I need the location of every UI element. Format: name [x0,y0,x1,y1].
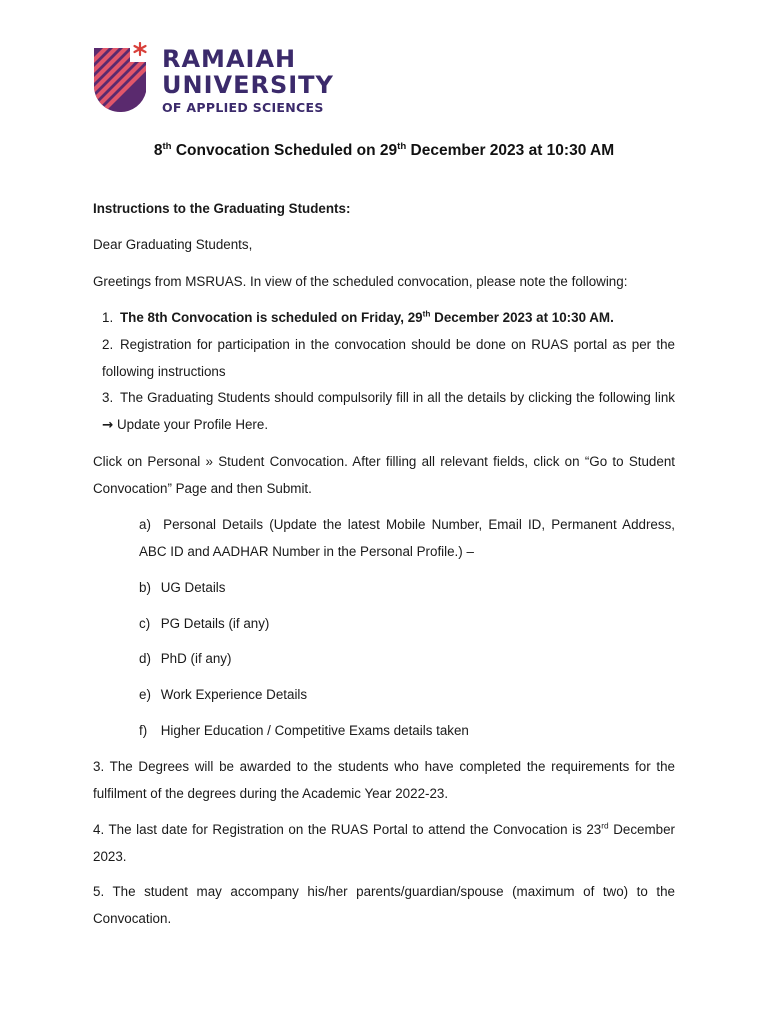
asterisk-icon [135,43,146,55]
logo-line-applied-sciences: OF APPLIED SCIENCES [162,100,324,115]
list-item-3: 3. The Graduating Students should compulsorily fill in all the details by clicking the following link → Update your Profile Here. [102,390,675,433]
paragraph-4: 4. The last date for Registration on the RUAS Portal to attend the Convocation is 23rd December 2023. [93,820,675,864]
list-item: d) PhD (if any) [139,651,232,666]
ramaiah-logo-icon [92,42,150,112]
list-item: f) Higher Education / Competitive Exams details taken [139,723,469,738]
arrow-right-icon: → [102,418,114,433]
paragraph-5: 5. The student may accompany his/her parents/guardian/spouse (maximum of two) to the Convocation. [93,884,675,926]
greeting: Greetings from MSRUAS. In view of the scheduled convocation, please note the following: [93,274,628,289]
page-title: 8th Convocation Scheduled on 29th December 2023 at 10:30 AM [153,140,615,159]
update-profile-link[interactable]: Update your Profile Here. [116,417,269,432]
instructions-heading: Instructions to the Graduating Students: [93,201,351,216]
salutation: Dear Graduating Students, [93,237,253,252]
click-instructions: Click on Personal » Student Convocation. After filling all relevant fields, click on “Go to Student Convocation” Page and then Submit. [93,454,675,496]
list-item: b) UG Details [139,580,226,595]
paragraph-3: 3. The Degrees will be awarded to the students who have completed the requirements for the fulfilment of the degrees during the Academic Year 2022-23. [93,759,675,801]
list-item: c) PG Details (if any) [139,616,270,631]
list-item-1: 1. The 8th Convocation is scheduled on Friday, 29th December 2023 at 10:30 AM. [102,308,614,325]
university-logo [92,40,332,114]
list-item: a) Personal Details (Update the latest Mobile Number, Email ID, Permanent Address, ABC ID and AADHAR Number in the Personal Profile.) – [139,517,675,559]
logo-wordmark [162,46,334,117]
list-item-2: 2. Registration for participation in the convocation should be done on RUAS portal as per the following instructions [102,337,675,379]
logo-line-ramaiah: RAMAIAH [162,45,297,73]
logo-line-university: UNIVERSITY [162,71,334,99]
list-item: e) Work Experience Details [139,687,308,702]
